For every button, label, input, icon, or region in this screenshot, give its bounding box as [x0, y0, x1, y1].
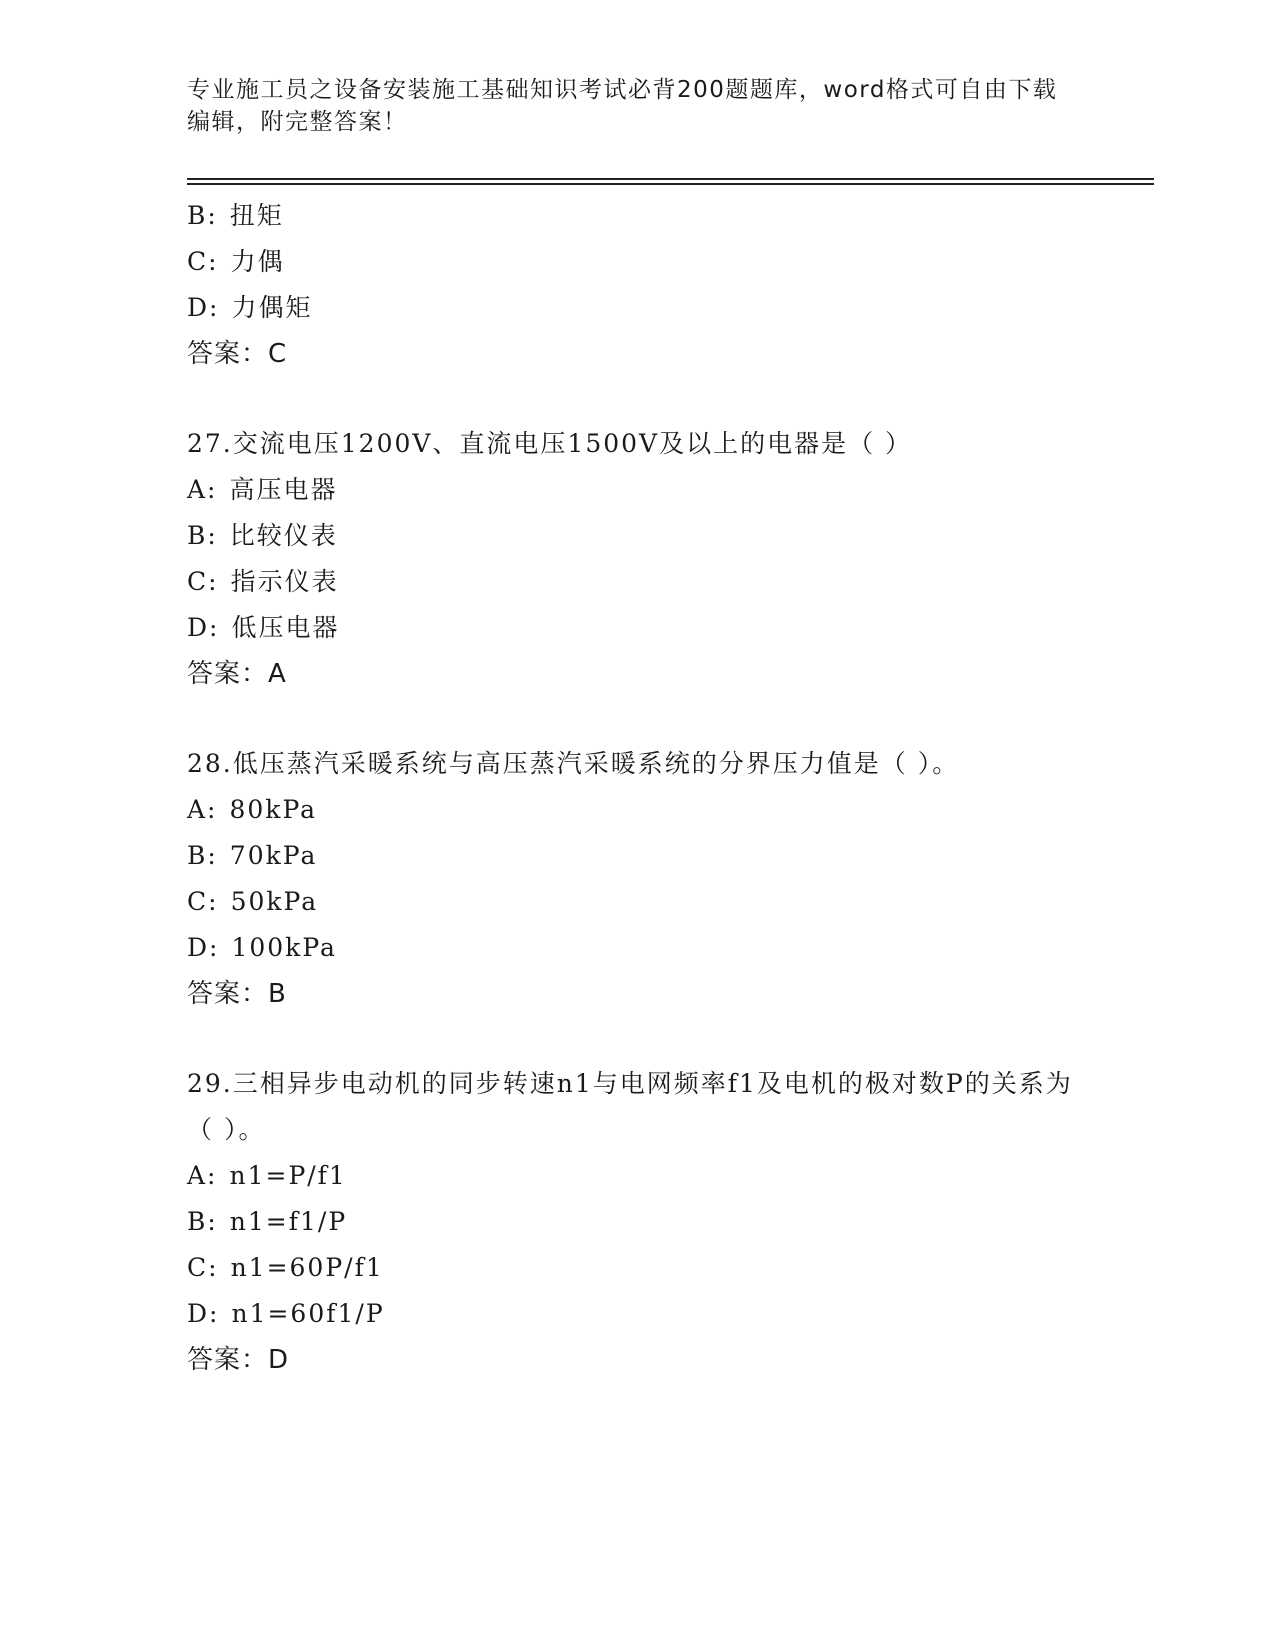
question-list: [187, 193, 1087, 1383]
option-row: [187, 513, 1087, 559]
carryover-block: [187, 193, 1087, 377]
option-letter: A:: [187, 795, 218, 824]
option-letter: D:: [187, 1299, 220, 1328]
option-text: 力偶: [230, 247, 285, 276]
option-text: 70kPa: [229, 841, 318, 870]
option-letter: B:: [187, 201, 218, 230]
option-row: [187, 1199, 1087, 1245]
option-text: 低压电器: [231, 613, 340, 642]
option-letter: C:: [187, 567, 219, 596]
option-row: [187, 925, 1087, 971]
answer-line: 答案：D: [187, 1345, 290, 1375]
page-header-title: 专业施工员之设备安装施工基础知识考试必背200题题库，word格式可自由下载编辑，附完整答案！: [187, 77, 1058, 135]
option-letter: C:: [187, 887, 219, 916]
option-text: 100kPa: [231, 933, 337, 962]
option-row: [187, 1153, 1087, 1199]
spacer: [187, 377, 1087, 421]
option-text: n1=60f1/P: [231, 1299, 385, 1328]
option-row: [187, 193, 1087, 239]
option-text: 80kPa: [229, 795, 318, 824]
option-text: 指示仪表: [230, 567, 339, 596]
question-block: [187, 421, 1087, 697]
spacer: [187, 1017, 1087, 1061]
option-letter: D:: [187, 293, 220, 322]
option-text: 扭矩: [229, 201, 284, 230]
option-row: [187, 559, 1087, 605]
option-letter: B:: [187, 521, 218, 550]
option-text: n1=60P/f1: [230, 1253, 384, 1282]
question-stem: 28.低压蒸汽采暖系统与高压蒸汽采暖系统的分界压力值是（ ）。: [187, 749, 960, 778]
option-letter: C:: [187, 247, 219, 276]
option-text: 比较仪表: [229, 521, 338, 550]
option-row: [187, 787, 1087, 833]
option-text: 50kPa: [230, 887, 319, 916]
option-row: [187, 239, 1087, 285]
option-row: [187, 285, 1087, 331]
question-block: [187, 741, 1087, 1017]
question-stem: 27.交流电压1200V、直流电压1500V及以上的电器是（ ）: [187, 429, 913, 458]
answer-line: 答案：C: [187, 339, 288, 369]
option-letter: D:: [187, 933, 220, 962]
spacer: [187, 697, 1087, 741]
header-divider-bottom: [187, 183, 1154, 185]
option-letter: D:: [187, 613, 220, 642]
option-text: 力偶矩: [231, 293, 313, 322]
option-row: [187, 1245, 1087, 1291]
option-text: 高压电器: [229, 475, 338, 504]
option-row: [187, 467, 1087, 513]
option-text: n1=P/f1: [229, 1161, 347, 1190]
option-letter: A:: [187, 475, 218, 504]
option-letter: C:: [187, 1253, 219, 1282]
header-divider-top: [187, 178, 1154, 180]
option-letter: B:: [187, 1207, 218, 1236]
option-letter: A:: [187, 1161, 218, 1190]
option-letter: B:: [187, 841, 218, 870]
option-text: n1=f1/P: [229, 1207, 348, 1236]
question-stem: 29.三相异步电动机的同步转速n1与电网频率f1及电机的极对数P的关系为（ ）。: [187, 1069, 1073, 1144]
option-row: [187, 879, 1087, 925]
option-row: [187, 1291, 1087, 1337]
option-row: [187, 605, 1087, 651]
answer-line: 答案：B: [187, 979, 287, 1009]
option-row: [187, 833, 1087, 879]
answer-line: 答案：A: [187, 659, 287, 689]
question-block: [187, 1061, 1087, 1383]
